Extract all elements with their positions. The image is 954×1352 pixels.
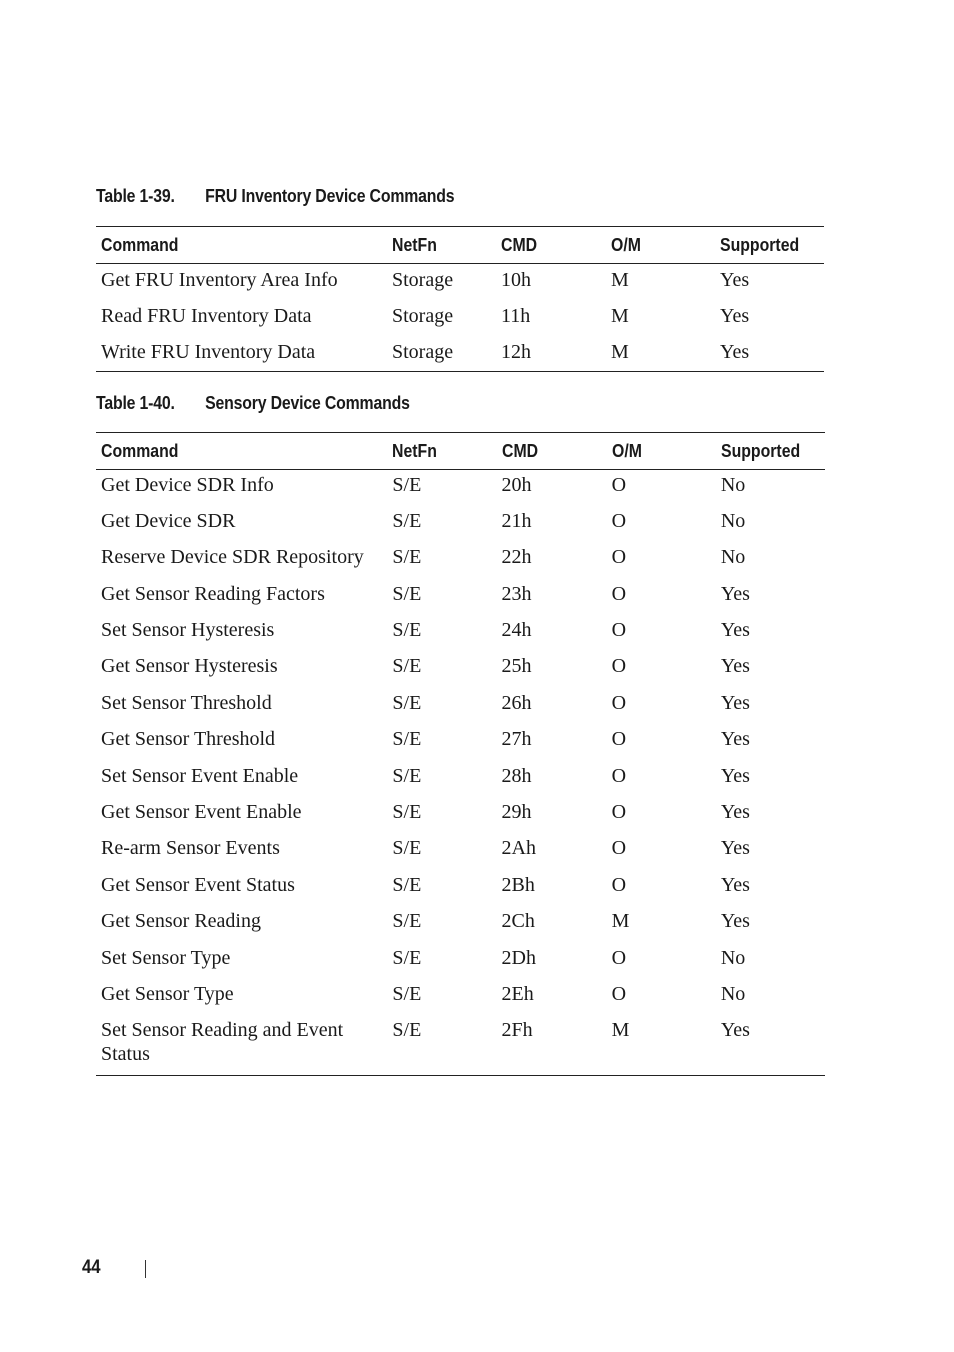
table-1-40-caption: [96, 393, 410, 414]
table-row: [96, 833, 825, 869]
cell-netfn: S/E: [392, 582, 422, 605]
cell-supported: No: [720, 509, 746, 532]
cell-netfn: S/E: [392, 619, 422, 642]
header-om: O/M: [606, 227, 715, 264]
cell-netfn: S/E: [392, 691, 422, 714]
header-supported: Supported: [715, 227, 824, 264]
fru-inventory-device-commands-table: [96, 226, 824, 372]
table-number: Table 1-40.: [96, 393, 175, 413]
cell-supported: Yes: [720, 655, 750, 678]
cell-supported: No: [720, 982, 746, 1005]
cell-netfn: S/E: [387, 1015, 496, 1075]
cell-om: M: [611, 304, 629, 327]
cell-cmd: 2Fh: [497, 1015, 607, 1075]
cell-cmd: 24h: [501, 619, 532, 642]
table-row: [96, 615, 825, 651]
cell-cmd: 2Dh: [501, 946, 536, 969]
cell-supported: Yes: [720, 582, 750, 605]
cell-cmd: 2Ch: [501, 910, 535, 933]
cell-supported: Yes: [720, 304, 750, 327]
cell-netfn: S/E: [392, 546, 422, 569]
cell-cmd: 12h: [496, 336, 606, 372]
header-netfn: NetFn: [387, 433, 496, 470]
header-om: O/M: [607, 433, 716, 470]
table-row: [96, 724, 825, 760]
cell-om: M: [611, 269, 629, 291]
footer-divider: [145, 1260, 146, 1278]
table-row: [96, 943, 825, 979]
cell-command: Set Sensor Hysteresis: [101, 619, 275, 642]
page-number: 44: [82, 1257, 101, 1278]
cell-om: O: [611, 764, 627, 787]
cell-supported: Yes: [720, 691, 750, 714]
header-supported: Supported: [716, 433, 825, 470]
table-row: [96, 1015, 825, 1075]
header-cmd: CMD: [497, 433, 607, 470]
cell-cmd: 11h: [501, 304, 531, 327]
table-row: [96, 979, 825, 1015]
cell-om: O: [611, 946, 627, 969]
cell-command: Set Sensor Event Enable: [101, 764, 299, 787]
cell-command: Set Sensor Reading and Event Status: [96, 1015, 387, 1075]
cell-om: O: [611, 655, 627, 678]
sensory-device-commands-table: [96, 432, 825, 1076]
table-row: [96, 797, 825, 833]
cell-supported: Yes: [720, 764, 750, 787]
cell-command: Get Sensor Reading: [101, 910, 261, 933]
cell-netfn: S/E: [392, 910, 422, 933]
cell-om: O: [611, 982, 627, 1005]
cell-supported: Yes: [720, 269, 750, 291]
cell-netfn: S/E: [392, 728, 422, 751]
cell-command: Get FRU Inventory Area Info: [101, 269, 338, 291]
table-row: [96, 542, 825, 578]
table-row: [96, 336, 824, 372]
cell-om: O: [611, 582, 627, 605]
cell-command: Get Sensor Reading Factors: [101, 582, 325, 605]
cell-cmd: 22h: [501, 546, 532, 569]
cell-command: Set Sensor Type: [101, 946, 231, 969]
table-row: [96, 761, 825, 797]
cell-netfn: S/E: [392, 837, 422, 860]
header-netfn: NetFn: [387, 227, 496, 264]
cell-cmd: 25h: [501, 655, 532, 678]
cell-supported: Yes: [720, 837, 750, 860]
cell-cmd: 10h: [501, 269, 531, 291]
cell-supported: Yes: [720, 873, 750, 896]
cell-netfn: Storage: [392, 304, 454, 327]
table-header-row: [96, 227, 824, 264]
cell-netfn: Storage: [387, 336, 496, 372]
cell-om: M: [606, 336, 715, 372]
table-row: [96, 870, 825, 906]
table-row: [96, 300, 824, 336]
cell-om: O: [611, 873, 627, 896]
cell-om: O: [611, 691, 627, 714]
table-header-row: [96, 433, 825, 470]
cell-supported: Yes: [715, 336, 824, 372]
table-row: [96, 579, 825, 615]
cell-command: Reserve Device SDR Repository: [101, 546, 364, 569]
cell-command: Get Device SDR Info: [101, 474, 274, 496]
cell-supported: No: [720, 474, 746, 496]
cell-command: Get Sensor Threshold: [101, 728, 276, 751]
cell-command: Get Sensor Hysteresis: [101, 655, 278, 678]
cell-command: Get Device SDR: [101, 509, 236, 532]
table-row: [96, 651, 825, 687]
cell-cmd: 2Bh: [501, 873, 535, 896]
table-number: Table 1-39.: [96, 186, 175, 206]
table-title: Sensory Device Commands: [205, 393, 410, 413]
table-row: [96, 506, 825, 542]
table-row: [96, 264, 824, 300]
cell-supported: Yes: [720, 728, 750, 751]
cell-cmd: 29h: [501, 801, 532, 824]
cell-supported: Yes: [720, 801, 750, 824]
cell-cmd: 20h: [501, 474, 532, 496]
cell-supported: Yes: [720, 619, 750, 642]
cell-om: O: [611, 728, 627, 751]
cell-netfn: S/E: [392, 982, 422, 1005]
cell-om: O: [611, 837, 627, 860]
cell-supported: No: [720, 946, 746, 969]
cell-om: O: [611, 619, 627, 642]
table-1-39-caption: [96, 186, 454, 207]
cell-netfn: S/E: [392, 509, 422, 532]
header-command: Command: [96, 433, 387, 470]
cell-netfn: S/E: [392, 801, 422, 824]
cell-om: O: [611, 801, 627, 824]
cell-cmd: 23h: [501, 582, 532, 605]
cell-om: O: [611, 509, 627, 532]
cell-cmd: 26h: [501, 691, 532, 714]
table-row: [96, 906, 825, 942]
table-title: FRU Inventory Device Commands: [205, 186, 455, 206]
cell-supported: Yes: [716, 1015, 825, 1075]
cell-command: Set Sensor Threshold: [101, 691, 272, 714]
cell-supported: Yes: [720, 910, 750, 933]
cell-command: Re-arm Sensor Events: [101, 837, 280, 860]
cell-cmd: 21h: [501, 509, 532, 532]
cell-command: Get Sensor Event Enable: [101, 801, 302, 824]
header-cmd: CMD: [496, 227, 606, 264]
cell-om: M: [611, 910, 630, 933]
cell-netfn: S/E: [392, 474, 422, 496]
cell-cmd: 28h: [501, 764, 532, 787]
cell-netfn: S/E: [392, 873, 422, 896]
header-command: Command: [96, 227, 387, 264]
cell-command: Get Sensor Type: [101, 982, 234, 1005]
cell-netfn: S/E: [392, 655, 422, 678]
cell-netfn: S/E: [392, 946, 422, 969]
table-row: [96, 688, 825, 724]
table-row: [96, 470, 825, 506]
cell-command: Get Sensor Event Status: [101, 873, 295, 896]
cell-om: M: [607, 1015, 716, 1075]
cell-command: Read FRU Inventory Data: [101, 304, 312, 327]
cell-netfn: S/E: [392, 764, 422, 787]
cell-om: O: [611, 546, 627, 569]
cell-netfn: Storage: [392, 269, 454, 291]
cell-cmd: 27h: [501, 728, 532, 751]
cell-cmd: 2Eh: [501, 982, 534, 1005]
cell-supported: No: [720, 546, 746, 569]
cell-om: O: [611, 474, 627, 496]
cell-command: Write FRU Inventory Data: [96, 336, 387, 372]
cell-cmd: 2Ah: [501, 837, 536, 860]
